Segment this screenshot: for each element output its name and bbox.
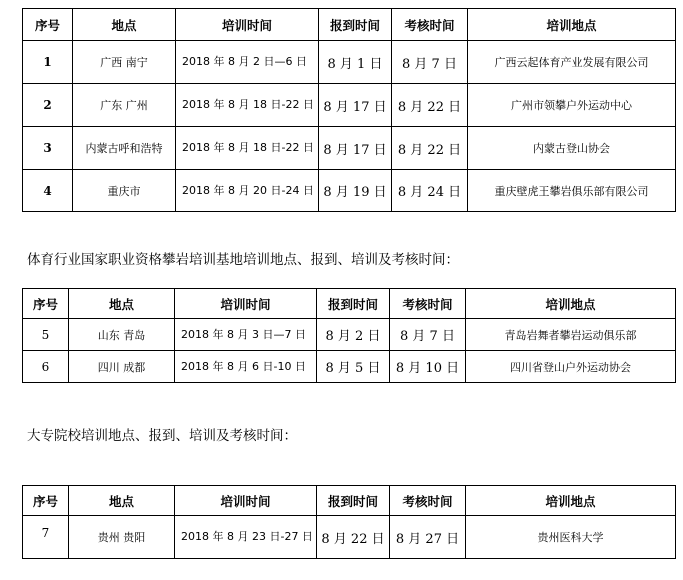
table-row: [23, 516, 676, 559]
row-location: 广东 广州: [73, 84, 176, 127]
header-exam-time: 考核时间: [390, 486, 466, 516]
row-training-time: 2018 年 8 月 2 日—6 日: [176, 41, 319, 84]
table-header-row: [23, 289, 676, 319]
header-location: 地点: [69, 486, 175, 516]
row-training-time: 2018 年 8 月 20 日-24 日: [176, 170, 319, 212]
section-title-training-base: 体育行业国家职业资格攀岩培训基地培训地点、报到、培训及考核时间：: [27, 252, 459, 268]
row-venue: 重庆壁虎王攀岩俱乐部有限公司: [468, 170, 676, 212]
row-report-time: 8 月 22 日: [317, 516, 390, 559]
row-venue: 四川省登山户外运动协会: [466, 351, 676, 383]
training-table-3: [22, 485, 676, 559]
row-exam-time: 8 月 7 日: [392, 41, 468, 84]
row-report-time: 8 月 2 日: [317, 319, 390, 351]
row-training-time: 2018 年 8 月 23 日-27 日: [175, 516, 317, 559]
header-exam-time: 考核时间: [392, 9, 468, 41]
training-table-1: [22, 8, 676, 212]
row-no: 6: [23, 351, 69, 383]
row-location: 贵州 贵阳: [69, 516, 175, 559]
table-row: [23, 84, 676, 127]
row-no: 7: [23, 516, 69, 559]
header-report-time: 报到时间: [317, 289, 390, 319]
row-report-time: 8 月 19 日: [319, 170, 392, 212]
row-location: 内蒙古呼和浩特: [73, 127, 176, 170]
row-training-time: 2018 年 8 月 18 日-22 日: [176, 127, 319, 170]
row-exam-time: 8 月 22 日: [392, 84, 468, 127]
row-training-time: 2018 年 8 月 3 日—7 日: [175, 319, 317, 351]
row-location: 广西 南宁: [73, 41, 176, 84]
row-location: 四川 成都: [69, 351, 175, 383]
table-row: [23, 41, 676, 84]
row-venue: 内蒙古登山协会: [468, 127, 676, 170]
header-training-time: 培训时间: [175, 486, 317, 516]
table-row: [23, 319, 676, 351]
header-training-time: 培训时间: [175, 289, 317, 319]
row-location: 重庆市: [73, 170, 176, 212]
row-venue: 广州市领攀户外运动中心: [468, 84, 676, 127]
header-report-time: 报到时间: [319, 9, 392, 41]
header-no: 序号: [23, 486, 69, 516]
row-no: 5: [23, 319, 69, 351]
header-training-time: 培训时间: [176, 9, 319, 41]
header-venue: 培训地点: [466, 486, 676, 516]
row-exam-time: 8 月 27 日: [390, 516, 466, 559]
row-exam-time: 8 月 24 日: [392, 170, 468, 212]
row-venue: 贵州医科大学: [466, 516, 676, 559]
header-no: 序号: [23, 9, 73, 41]
row-report-time: 8 月 17 日: [319, 127, 392, 170]
row-report-time: 8 月 5 日: [317, 351, 390, 383]
row-no: 2: [23, 84, 73, 127]
header-venue: 培训地点: [466, 289, 676, 319]
table-header-row: [23, 9, 676, 41]
header-report-time: 报到时间: [317, 486, 390, 516]
row-training-time: 2018 年 8 月 18 日-22 日: [176, 84, 319, 127]
section-title-college: 大专院校培训地点、报到、培训及考核时间：: [27, 428, 297, 444]
table-row: [23, 170, 676, 212]
row-exam-time: 8 月 10 日: [390, 351, 466, 383]
row-report-time: 8 月 17 日: [319, 84, 392, 127]
header-location: 地点: [73, 9, 176, 41]
header-no: 序号: [23, 289, 69, 319]
header-venue: 培训地点: [468, 9, 676, 41]
row-no: 4: [23, 170, 73, 212]
table-row: [23, 127, 676, 170]
header-location: 地点: [69, 289, 175, 319]
row-training-time: 2018 年 8 月 6 日-10 日: [175, 351, 317, 383]
header-exam-time: 考核时间: [390, 289, 466, 319]
row-venue: 广西云起体育产业发展有限公司: [468, 41, 676, 84]
table-header-row: [23, 486, 676, 516]
row-exam-time: 8 月 22 日: [392, 127, 468, 170]
training-table-2: [22, 288, 676, 383]
row-report-time: 8 月 1 日: [319, 41, 392, 84]
row-no: 3: [23, 127, 73, 170]
row-venue: 青岛岩舞者攀岩运动俱乐部: [466, 319, 676, 351]
table-row: [23, 351, 676, 383]
row-no: 1: [23, 41, 73, 84]
row-location: 山东 青岛: [69, 319, 175, 351]
row-exam-time: 8 月 7 日: [390, 319, 466, 351]
